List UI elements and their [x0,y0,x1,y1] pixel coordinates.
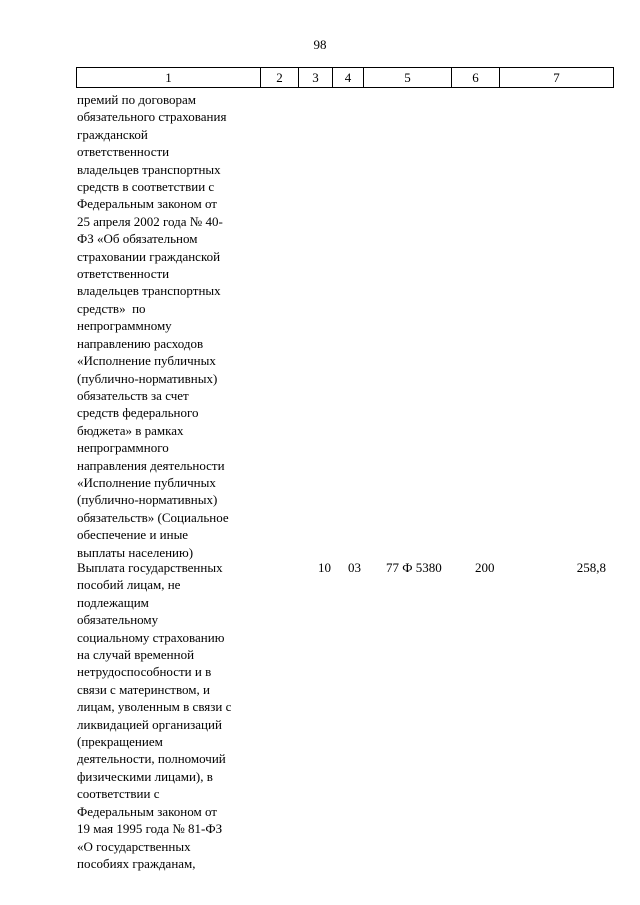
row-expense-type: 200 [475,560,495,575]
column-header-5: 5 [364,68,452,88]
column-header-table [76,67,614,88]
row-podrazdel: 03 [348,560,361,575]
row-razdel: 10 [318,560,331,575]
column-header-row [77,68,614,88]
column-header-4: 4 [333,68,364,88]
column-header-2: 2 [261,68,299,88]
column-header-1: 1 [77,68,261,88]
page-number: 98 [313,37,327,52]
column-header-6: 6 [452,68,500,88]
row-description: Выплата государственных пособий лицам, не подлежащим обязательному социальному страхованию на случай временной нетрудоспособности и в связи с материнством, и лицам, уволенным в связи с ликвидацией организаций (прекращением деятельности, полномочий физическими лицами), в соответствии с Федеральным законом от 19 мая 1995 года № 81-ФЗ «О государственных пособиях гражданам, [77,560,232,871]
row-target-article: 77 Ф 5380 [386,560,442,575]
column-header-3: 3 [299,68,333,88]
row-amount: 258,8 [576,560,606,575]
column-header-7: 7 [500,68,614,88]
continuation-text: премий по договорам обязательного страхования гражданской ответственности владельцев транспортных средств в соответствии с Федеральным законом от 25 апреля 2002 года № 40- ФЗ «Об обязательном страховании гражданской ответственности владельцев транспортных средств» по непрограммному направлению расходов «Исполнение публичных (публично-нормативных) обязательств за счет средств федерального бюджета» в рамках непрограммного направления деятельности «Исполнение публичных (публично-нормативных) обязательств» (Социальное обеспечение и иные выплаты населению) [77,92,229,560]
